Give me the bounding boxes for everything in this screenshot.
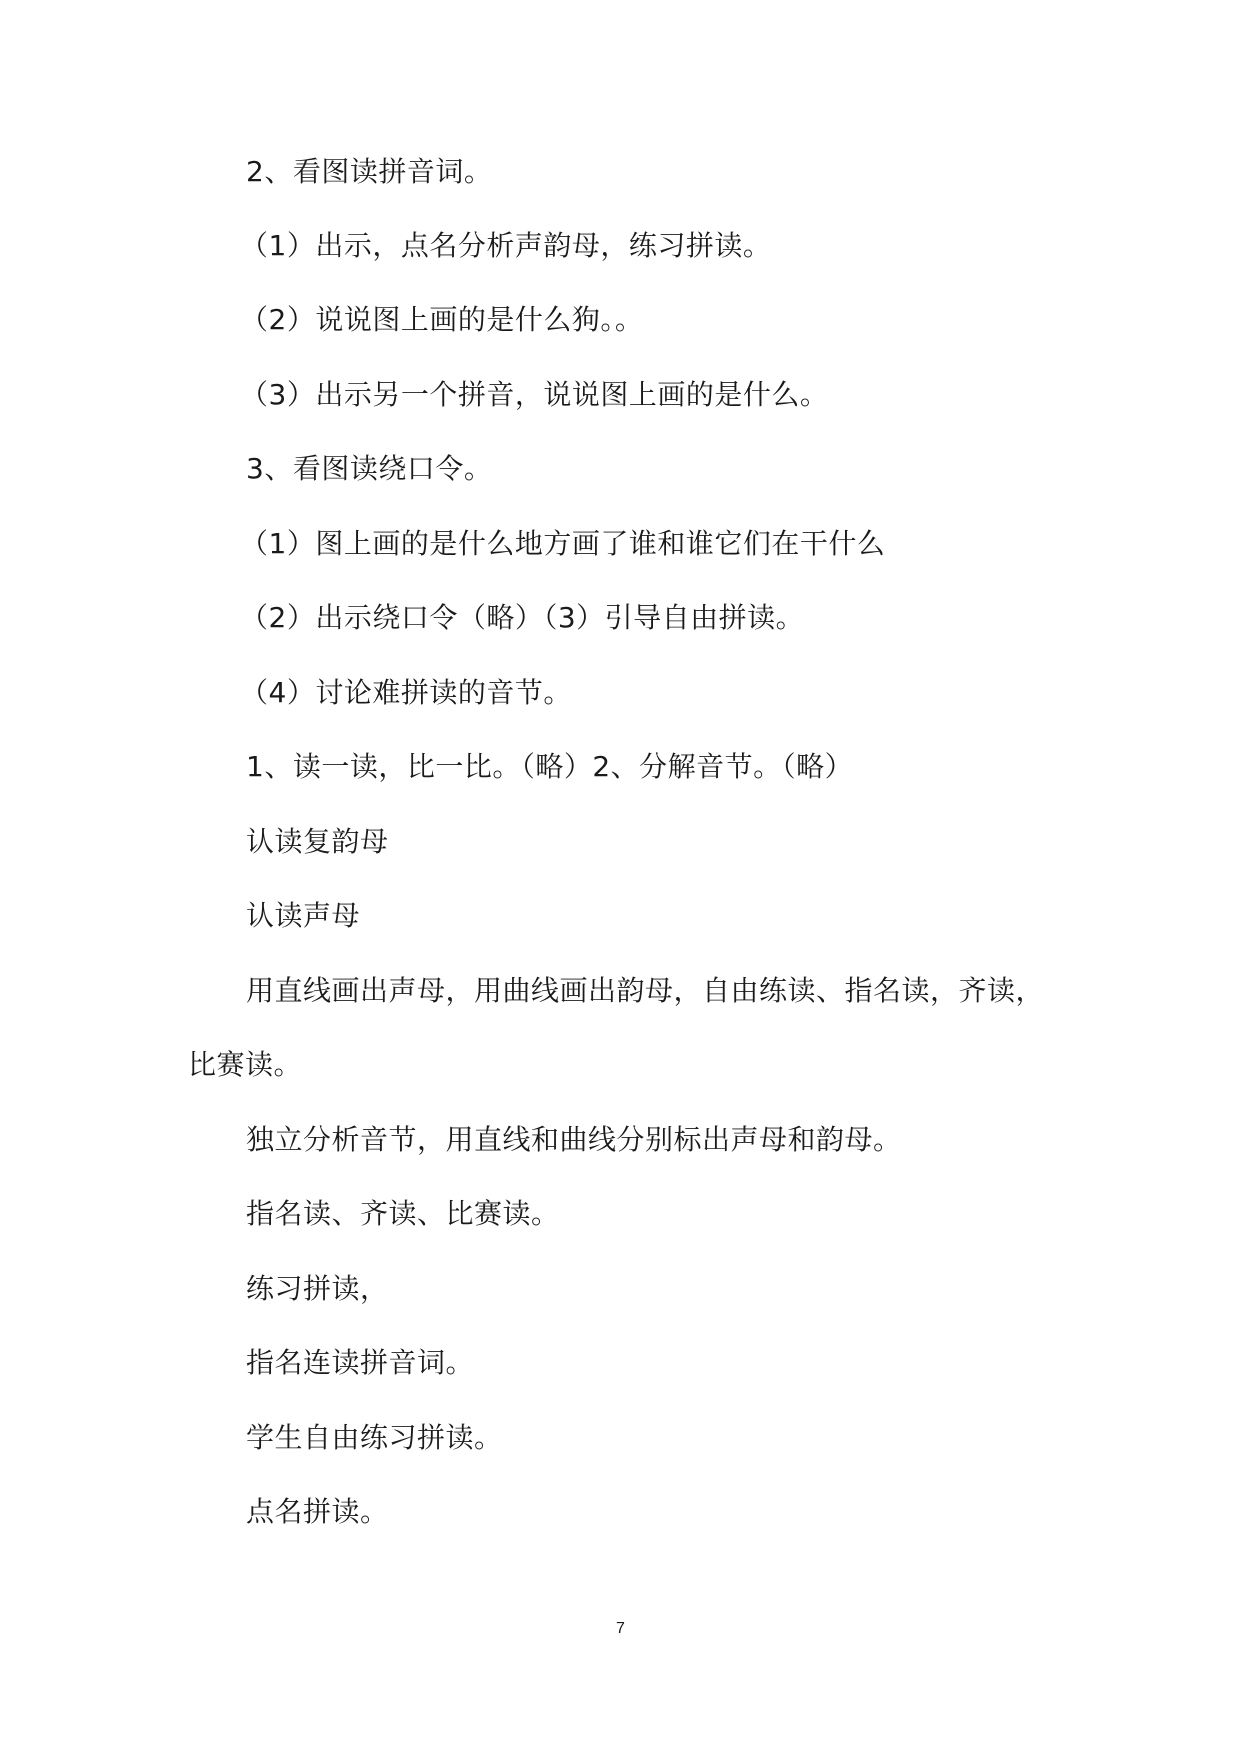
- paragraph-sub-1b: （1）图上画的是什么地方画了谁和谁它们在干什么: [240, 527, 886, 560]
- paragraph-roll-call: 点名拼读。: [246, 1495, 389, 1528]
- paragraph-draw-lines-cont: 比赛读。: [188, 1048, 303, 1081]
- paragraph-connect: 指名连读拼音词。: [246, 1346, 475, 1379]
- paragraph-step-1: 1、读一读，比一比。（略）2、分解音节。（略）: [246, 750, 854, 783]
- paragraph-sub-2: （2）说说图上画的是什么狗。。: [240, 303, 644, 336]
- paragraph-sub-4: （4）讨论难拼读的音节。: [240, 676, 572, 709]
- paragraph-sub-1: （1）出示，点名分析声韵母，练习拼读。: [240, 229, 772, 262]
- paragraph-step-2: 2、看图读拼音词。: [246, 155, 493, 188]
- paragraph-sub-2b: （2）出示绕口令（略）（3）引导自由拼读。: [240, 601, 805, 634]
- page-number: 7: [616, 1620, 625, 1637]
- paragraph-draw-lines: 用直线画出声母，用曲线画出韵母，自由练读、指名读，齐读，: [246, 974, 1045, 1007]
- paragraph-free-practice: 学生自由练习拼读。: [246, 1421, 503, 1454]
- paragraph-read-aloud: 指名读、齐读、比赛读。: [246, 1197, 560, 1230]
- paragraph-practice: 练习拼读，: [246, 1272, 389, 1305]
- paragraph-initials: 认读声母: [246, 899, 361, 932]
- paragraph-finals: 认读复韵母: [246, 825, 389, 858]
- paragraph-step-3: 3、看图读绕口令。: [246, 452, 493, 485]
- paragraph-analyze: 独立分析音节，用直线和曲线分别标出声母和韵母。: [246, 1123, 902, 1156]
- paragraph-sub-3: （3）出示另一个拼音，说说图上画的是什么。: [240, 378, 829, 411]
